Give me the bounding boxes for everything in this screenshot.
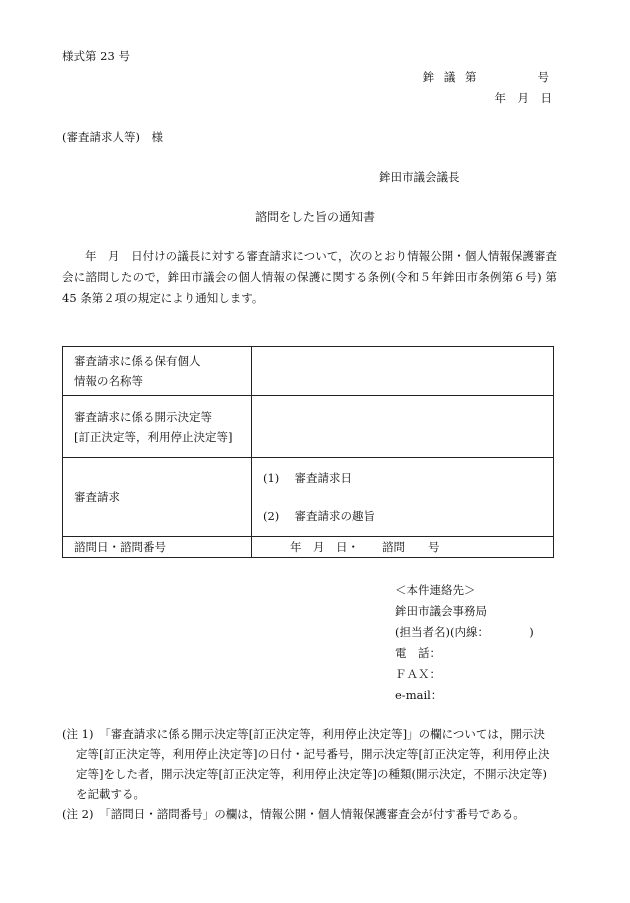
table-row (63, 458, 554, 537)
request-purpose-item: (2) 審査請求の趣旨 (263, 509, 375, 523)
contact-office: 鉾田市議会事務局 (395, 604, 487, 618)
table-row (63, 347, 554, 396)
document-date: 年 月 日 (494, 91, 552, 105)
addressee: (審査請求人等) 様 (62, 130, 163, 144)
contact-person: (担当者名)(内線： ) (395, 625, 534, 639)
info-table (62, 346, 554, 558)
note-item: (注 2) 「諮問日・諮問番号」の欄は，情報公開・個人情報保護審査会が付す番号である。 (62, 807, 525, 821)
contact-phone: 電 話： (395, 646, 441, 660)
table-value-cell (252, 347, 554, 396)
contact-block (395, 580, 534, 706)
notes (62, 724, 554, 824)
contact-fax: ＦＡＸ： (395, 667, 441, 681)
sender: 鉾田市議会議長 (379, 170, 460, 184)
table-label (63, 396, 252, 458)
contact-email: e-mail： (395, 688, 443, 702)
note-item: (注 1) 「審査請求に係る開示決定等[訂正決定等，利用停止決定等]」の欄については，開示決定等[訂正決定等，利用停止決定等]の日付・記号番号，開示決定等[訂正決定等，利用停止決定等]をした者，開示決定等[訂正決定等，利用停止決定等]の種類(開示決定，不開示決定等)を記載する。 (62, 727, 550, 801)
table-row (63, 537, 554, 558)
label-line: 審査請求に係る開示決定等 (74, 409, 212, 424)
label-line: [訂正決定等，利用停止決定等] (74, 429, 233, 444)
body-paragraph: 年 月 日付けの議長に対する審査請求について，次のとおり情報公開・個人情報保護審査会に諮問したので，鉾田市議会の個人情報の保護に関する条例(令和５年鉾田市条例第６号) 第 45 条第２項の規定により通知します。 (62, 249, 557, 305)
request-date-item: (1) 審査請求日 (263, 471, 352, 485)
table-value-cell (252, 396, 554, 458)
contact-heading: ＜本件連絡先＞ (395, 583, 476, 597)
label-line: 審査請求に係る保有個人 (74, 354, 201, 368)
document-number: 鉾 議 第 号 (422, 70, 552, 84)
table-value-cell (252, 458, 554, 537)
table-label: 審査請求 (63, 458, 252, 537)
document-title: 諮問をした旨の通知書 (254, 210, 375, 224)
label-line: 情報の名称等 (74, 374, 143, 388)
table-row (63, 396, 554, 458)
form-number: 様式第 23 号 (62, 49, 130, 63)
table-label: 諮問日・諮問番号 (63, 537, 252, 558)
table-value-cell: 年 月 日・ 諮問 号 (252, 537, 554, 558)
table-label (63, 347, 252, 396)
